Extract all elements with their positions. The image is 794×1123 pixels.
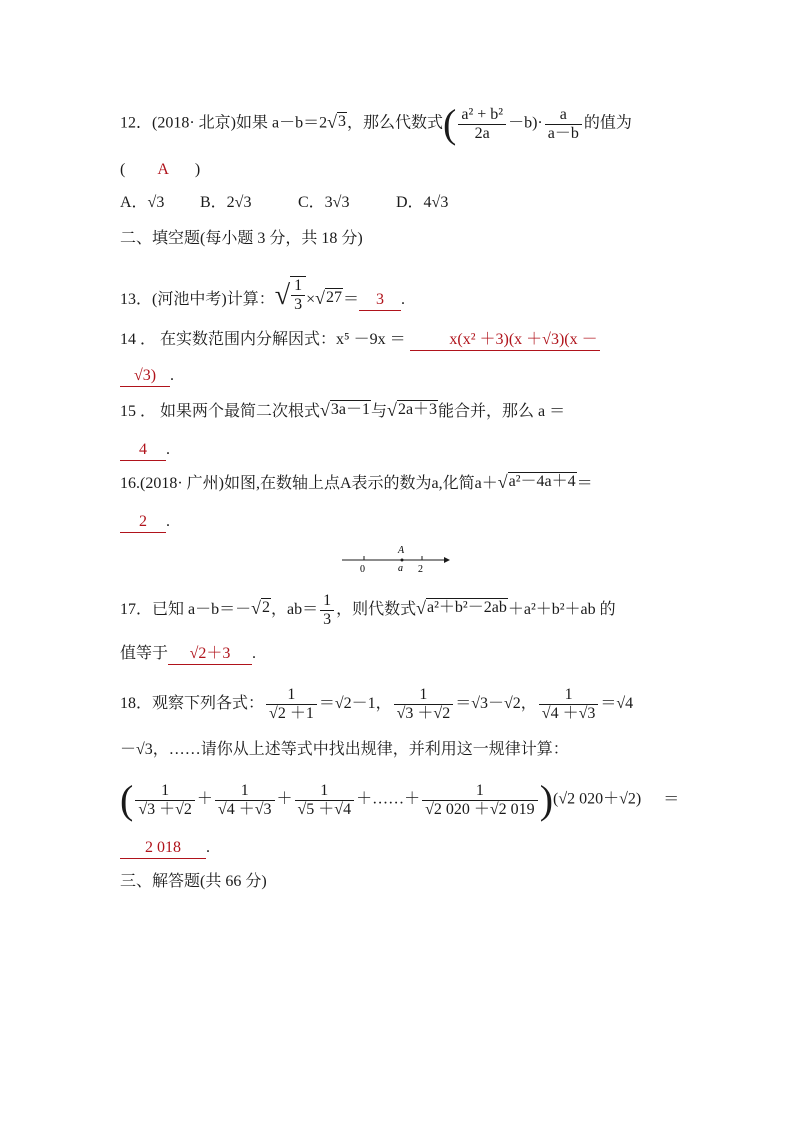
question-14 [120, 328, 680, 352]
question-17 [120, 592, 680, 629]
sqrt-3a-1: √ 3a－1 [320, 400, 371, 420]
option-d: D．4√3 [396, 194, 449, 211]
option-c: C．3√3 [298, 194, 350, 211]
answer-choice: A [157, 161, 169, 178]
q17-text-3: ，则代数式 [336, 601, 417, 619]
question-13 [120, 276, 680, 316]
question-number: 13． [120, 291, 153, 308]
question-number: 12． [120, 114, 153, 132]
question-number: 18． [120, 695, 153, 713]
sqrt-a2-4a-4: √ a²－4a＋4 [497, 472, 576, 492]
q18-multiplier: (√2 020＋√2) [553, 790, 642, 808]
source-tag: (河池中考) [152, 291, 227, 308]
question-number: 15 ． [120, 403, 157, 420]
q12-text-3: －b)· [508, 114, 543, 132]
sqrt-3: √ 3 [327, 111, 347, 132]
answer-blank-part2: √3) [120, 366, 170, 387]
answer-blank: 2 [120, 512, 166, 533]
section-2-heading: 二、填空题(每小题 3 分，共 18 分) [120, 230, 363, 247]
term-1: $\frac{1}{√3 +√2}$ [135, 782, 195, 819]
q18-cont [120, 836, 680, 860]
q15-cont [120, 438, 680, 462]
q14-cont [120, 364, 680, 388]
q18-line-2: －√3，……请你从上述等式中找出规律，并利用这一规律计算： [120, 741, 569, 758]
q13-text-1: 计算： [226, 291, 275, 308]
answer-blank: 2 018 [120, 838, 206, 859]
answer-blank: √2＋3 [168, 644, 252, 665]
sqrt-2: √ 2 [251, 598, 271, 619]
sqrt-a2-b2-2ab: √ a²＋b²－2ab [416, 598, 507, 619]
question-15 [120, 400, 680, 424]
q12-text-1: 如果 a－b＝2 [236, 114, 328, 132]
answer-blank: 3 [359, 290, 401, 311]
source-tag: (2018· 北京) [152, 114, 237, 132]
fraction-1-over-sqrt3-plus-sqrt2: $\frac{1}{√3 +√2}$ [394, 686, 454, 723]
fraction-1-over-sqrt4-plus-sqrt3: $\frac{1}{√4 +√3}$ [539, 686, 599, 723]
tick-label-0: 0 [360, 564, 365, 575]
q12-answer-line [120, 158, 680, 182]
q17-text-2: ，ab＝ [271, 601, 319, 619]
q16-text-1: .(2018· 广州)如图,在数轴上点A表示的数为a,化简a＋ [136, 475, 498, 492]
q15-text-3: 能合并，那么 a ＝ [438, 403, 566, 420]
sqrt-2a-3: √ 2a＋3 [387, 400, 438, 420]
q15-text-1: 如果两个最简二次根式 [160, 403, 321, 420]
section-3-heading: 三、解答题(共 66 分) [120, 873, 267, 890]
q17-text-4: ＋a²＋b²＋ab 的 [507, 601, 616, 619]
fraction-a-over-amb: $\frac{a}{a-b}$ [545, 106, 582, 143]
period: . [170, 367, 174, 384]
answer-blank-part1: x(x² ＋3)(x ＋√3)(x － [410, 330, 600, 351]
sqrt-27: √ 27 [315, 288, 342, 308]
q18-expression: ( $\frac{1}{√3 +√2}$ ＋ $\frac{1}{√4 +√3}$ ＋ $\frac{1}{√5 +√4}$ ＋……＋ $\frac{1}{√2 020 +√2 019}$ )(√2 020＋√2) ＝ [120, 777, 680, 822]
equals-sign: ＝ [576, 475, 593, 492]
number-line-figure [340, 545, 452, 575]
q15-text-2: 与 [371, 403, 388, 420]
point-a-value-label: a [398, 563, 403, 574]
question-16 [120, 472, 680, 496]
question-18 [120, 686, 680, 723]
question-number: 14 ． [120, 331, 157, 348]
question-12 [120, 101, 680, 146]
option-b: B．2√3 [200, 194, 252, 211]
q12-text-2: ，那么代数式 [347, 114, 444, 132]
q18-text-1: 观察下列各式： [152, 695, 265, 713]
q17-text-5: 值等于 [120, 645, 169, 662]
q16-cont [120, 510, 680, 534]
option-a: A．√3 [120, 194, 165, 211]
arrow-head-icon [444, 557, 450, 563]
point-a [401, 559, 404, 562]
fraction-one-third: $\frac{1}{3}$ [320, 592, 334, 629]
q12-text-4: 的值为 [583, 114, 632, 132]
question-number: 17． [120, 601, 153, 619]
period: . [252, 645, 257, 662]
term-2: $\frac{1}{√4 +√3}$ [215, 782, 275, 819]
ellipsis-sum: ＋……＋ [356, 790, 421, 808]
answer-blank: 4 [120, 440, 166, 461]
left-paren: ( [443, 101, 457, 146]
equals-sign: ＝ [343, 291, 360, 308]
equals-sign: ＝ [663, 790, 680, 808]
left-paren: ( [120, 777, 134, 822]
term-3: $\frac{1}{√5 +√4}$ [295, 782, 355, 819]
q18-eq-1: ＝√2－1， [318, 695, 392, 713]
period: . [206, 839, 210, 856]
period: . [166, 513, 170, 530]
question-number: 16 [120, 475, 136, 492]
tick-label-2: 2 [418, 564, 423, 575]
right-paren: ) [539, 777, 554, 822]
fraction-a2b2-2a: $\frac{\text{a² + b²}}{2a}$ [458, 106, 506, 143]
q18-eq-3: ＝√4 [600, 695, 634, 713]
period: . [166, 441, 170, 458]
sqrt-one-third: √ $\frac{1}{3}$ [275, 276, 306, 316]
fraction-1-over-sqrt2-plus-1: $\frac{1}{√2 +1}$ [266, 686, 317, 723]
point-a-label: A [398, 545, 405, 556]
q18-eq-2: ＝√3－√2， [455, 695, 537, 713]
term-last: $\frac{1}{√2 020 +√2 019}$ [422, 782, 538, 819]
q17-text-1: 已知 a－b＝－ [152, 601, 252, 619]
answer-paren-close: ) [194, 161, 201, 178]
q14-text: 在实数范围内分解因式：x⁵ －9x ＝ [160, 331, 406, 348]
q12-options [120, 191, 680, 215]
answer-paren-open: ( [120, 161, 126, 178]
period: . [401, 291, 406, 308]
times-sign: × [306, 291, 316, 308]
q17-cont [120, 642, 680, 666]
